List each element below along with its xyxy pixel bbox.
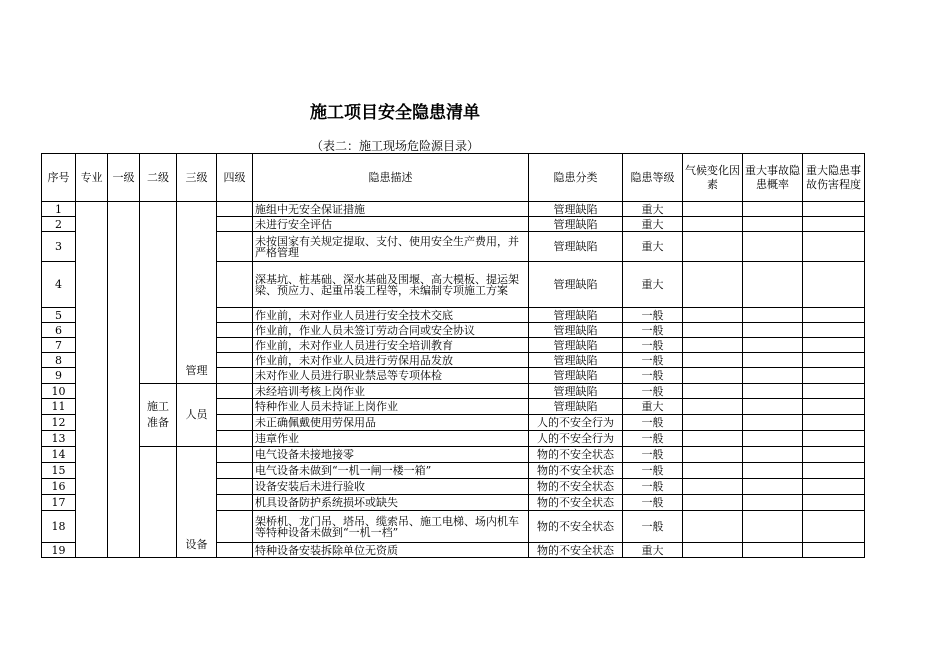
header-probability: 重大事故隐患概率 — [743, 154, 803, 202]
cell-climate — [683, 463, 743, 479]
cell-climate — [683, 543, 743, 558]
cell-description: 设备安装后未进行验收 — [253, 479, 529, 495]
cell-level4 — [217, 399, 253, 415]
cell-climate — [683, 415, 743, 431]
cell-level4 — [217, 384, 253, 399]
cell-probability — [743, 399, 803, 415]
cell-description: 电气设备未做到“一机一闸一楼一箱” — [253, 463, 529, 479]
cell-level3-equipment: 设备 — [177, 447, 217, 558]
cell-category: 管理缺陷 — [529, 323, 623, 338]
cell-description: 未进行安全评估 — [253, 217, 529, 232]
cell-grade: 重大 — [623, 399, 683, 415]
cell-grade: 重大 — [623, 217, 683, 232]
cell-seq: 10 — [42, 384, 76, 399]
cell-probability — [743, 384, 803, 399]
cell-probability — [743, 495, 803, 511]
cell-climate — [683, 353, 743, 368]
page-title: 施工项目安全隐患清单 — [310, 103, 480, 123]
cell-description: 作业前，未对作业人员进行劳保用品发放 — [253, 353, 529, 368]
cell-category: 物的不安全状态 — [529, 463, 623, 479]
cell-severity — [803, 463, 865, 479]
cell-seq: 17 — [42, 495, 76, 511]
cell-grade: 重大 — [623, 202, 683, 217]
cell-description: 未经培训考核上岗作业 — [253, 384, 529, 399]
cell-probability — [743, 368, 803, 384]
cell-probability — [743, 353, 803, 368]
cell-category: 人的不安全行为 — [529, 431, 623, 447]
table-row — [42, 384, 865, 399]
cell-grade: 一般 — [623, 495, 683, 511]
header-major: 专业 — [76, 154, 108, 202]
cell-level4 — [217, 431, 253, 447]
cell-climate — [683, 338, 743, 353]
cell-seq: 6 — [42, 323, 76, 338]
cell-level4 — [217, 368, 253, 384]
cell-climate — [683, 308, 743, 323]
cell-probability — [743, 323, 803, 338]
cell-description: 作业前，未对作业人员进行安全培训教育 — [253, 338, 529, 353]
cell-seq: 18 — [42, 511, 76, 543]
cell-level4 — [217, 353, 253, 368]
cell-seq: 8 — [42, 353, 76, 368]
cell-probability — [743, 463, 803, 479]
cell-level4 — [217, 543, 253, 558]
cell-severity — [803, 479, 865, 495]
cell-severity — [803, 217, 865, 232]
cell-climate — [683, 323, 743, 338]
cell-category: 人的不安全行为 — [529, 415, 623, 431]
cell-level4 — [217, 217, 253, 232]
cell-description: 作业前，作业人员未签订劳动合同或安全协议 — [253, 323, 529, 338]
cell-probability — [743, 308, 803, 323]
cell-probability — [743, 262, 803, 308]
cell-climate — [683, 232, 743, 262]
cell-level4 — [217, 415, 253, 431]
cell-level4 — [217, 495, 253, 511]
cell-level4 — [217, 308, 253, 323]
header-seq: 序号 — [42, 154, 76, 202]
hazard-table — [41, 153, 865, 558]
cell-category: 管理缺陷 — [529, 353, 623, 368]
header-severity: 重大隐患事故伤害程度 — [803, 154, 865, 202]
cell-grade: 一般 — [623, 479, 683, 495]
cell-probability — [743, 511, 803, 543]
cell-severity — [803, 399, 865, 415]
cell-severity — [803, 543, 865, 558]
cell-severity — [803, 338, 865, 353]
cell-category: 管理缺陷 — [529, 368, 623, 384]
cell-climate — [683, 399, 743, 415]
page-subtitle: （表二：施工现场危险源目录） — [310, 139, 479, 153]
cell-level4 — [217, 202, 253, 217]
header-level1: 一级 — [108, 154, 140, 202]
cell-grade: 一般 — [623, 463, 683, 479]
cell-severity — [803, 384, 865, 399]
cell-grade: 一般 — [623, 415, 683, 431]
cell-probability — [743, 202, 803, 217]
cell-grade: 一般 — [623, 368, 683, 384]
cell-severity — [803, 323, 865, 338]
header-level2: 二级 — [140, 154, 177, 202]
cell-severity — [803, 232, 865, 262]
cell-description: 施组中无安全保证措施 — [253, 202, 529, 217]
cell-description: 作业前，未对作业人员进行安全技术交底 — [253, 308, 529, 323]
cell-probability — [743, 447, 803, 463]
cell-grade: 一般 — [623, 431, 683, 447]
header-grade: 隐患等级 — [623, 154, 683, 202]
cell-severity — [803, 262, 865, 308]
cell-grade: 一般 — [623, 323, 683, 338]
cell-level2-construction-prep: 施工准备 — [140, 384, 177, 447]
cell-probability — [743, 338, 803, 353]
table-row — [42, 447, 865, 463]
cell-seq: 3 — [42, 232, 76, 262]
cell-level4 — [217, 262, 253, 308]
cell-grade: 一般 — [623, 308, 683, 323]
cell-category: 物的不安全状态 — [529, 447, 623, 463]
cell-category: 管理缺陷 — [529, 308, 623, 323]
cell-level3-management: 管理 — [177, 202, 217, 384]
cell-description: 特种作业人员未持证上岗作业 — [253, 399, 529, 415]
cell-grade: 重大 — [623, 543, 683, 558]
cell-seq: 16 — [42, 479, 76, 495]
header-row — [42, 154, 865, 202]
cell-description: 未对作业人员进行职业禁忌等专项体检 — [253, 368, 529, 384]
cell-category: 物的不安全状态 — [529, 495, 623, 511]
cell-description: 未按国家有关规定提取、支付、使用安全生产费用，并严格管理 — [253, 232, 529, 262]
cell-seq: 9 — [42, 368, 76, 384]
cell-category: 物的不安全状态 — [529, 479, 623, 495]
cell-level4 — [217, 511, 253, 543]
cell-description: 电气设备未接地接零 — [253, 447, 529, 463]
cell-major — [76, 202, 108, 558]
cell-level2 — [140, 447, 177, 558]
cell-climate — [683, 431, 743, 447]
cell-category: 管理缺陷 — [529, 262, 623, 308]
header-category: 隐患分类 — [529, 154, 623, 202]
cell-severity — [803, 447, 865, 463]
cell-category: 物的不安全状态 — [529, 511, 623, 543]
cell-grade: 一般 — [623, 384, 683, 399]
cell-level4 — [217, 338, 253, 353]
cell-description: 特种设备安装拆除单位无资质 — [253, 543, 529, 558]
header-climate: 气候变化因素 — [683, 154, 743, 202]
cell-grade: 一般 — [623, 353, 683, 368]
cell-category: 管理缺陷 — [529, 217, 623, 232]
cell-category: 物的不安全状态 — [529, 543, 623, 558]
cell-category: 管理缺陷 — [529, 338, 623, 353]
cell-severity — [803, 368, 865, 384]
cell-level4 — [217, 479, 253, 495]
cell-seq: 2 — [42, 217, 76, 232]
cell-seq: 13 — [42, 431, 76, 447]
cell-description: 违章作业 — [253, 431, 529, 447]
cell-severity — [803, 431, 865, 447]
cell-climate — [683, 202, 743, 217]
cell-severity — [803, 353, 865, 368]
cell-seq: 11 — [42, 399, 76, 415]
cell-level4 — [217, 232, 253, 262]
cell-seq: 4 — [42, 262, 76, 308]
cell-climate — [683, 217, 743, 232]
cell-probability — [743, 479, 803, 495]
cell-description: 深基坑、桩基础、深水基础及围堰、高大模板、提运架梁、预应力、起重吊装工程等，未编制专项施工方案 — [253, 262, 529, 308]
cell-category: 管理缺陷 — [529, 202, 623, 217]
cell-description: 架桥机、龙门吊、塔吊、缆索吊、施工电梯、场内机车等特种设备未做到“一机一档” — [253, 511, 529, 543]
cell-probability — [743, 217, 803, 232]
cell-severity — [803, 415, 865, 431]
cell-climate — [683, 262, 743, 308]
cell-seq: 19 — [42, 543, 76, 558]
cell-severity — [803, 308, 865, 323]
cell-grade: 一般 — [623, 511, 683, 543]
cell-level4 — [217, 463, 253, 479]
cell-grade: 重大 — [623, 232, 683, 262]
cell-severity — [803, 495, 865, 511]
cell-grade: 一般 — [623, 447, 683, 463]
cell-description: 未正确佩戴使用劳保用品 — [253, 415, 529, 431]
cell-seq: 15 — [42, 463, 76, 479]
cell-level2 — [140, 202, 177, 384]
header-level4: 四级 — [217, 154, 253, 202]
header-description: 隐患描述 — [253, 154, 529, 202]
cell-level4 — [217, 323, 253, 338]
cell-description: 机具设备防护系统损坏或缺失 — [253, 495, 529, 511]
cell-grade: 重大 — [623, 262, 683, 308]
cell-grade: 一般 — [623, 338, 683, 353]
cell-probability — [743, 415, 803, 431]
cell-probability — [743, 232, 803, 262]
cell-seq: 5 — [42, 308, 76, 323]
header-level3: 三级 — [177, 154, 217, 202]
cell-climate — [683, 384, 743, 399]
cell-seq: 14 — [42, 447, 76, 463]
cell-level4 — [217, 447, 253, 463]
cell-severity — [803, 511, 865, 543]
cell-climate — [683, 368, 743, 384]
cell-category: 管理缺陷 — [529, 232, 623, 262]
cell-category: 管理缺陷 — [529, 384, 623, 399]
cell-category: 管理缺陷 — [529, 399, 623, 415]
cell-probability — [743, 543, 803, 558]
cell-level1 — [108, 202, 140, 558]
cell-climate — [683, 479, 743, 495]
cell-climate — [683, 511, 743, 543]
cell-climate — [683, 447, 743, 463]
table-row — [42, 202, 865, 217]
cell-seq: 1 — [42, 202, 76, 217]
cell-severity — [803, 202, 865, 217]
cell-probability — [743, 431, 803, 447]
cell-level3-personnel: 人员 — [177, 384, 217, 447]
cell-seq: 7 — [42, 338, 76, 353]
cell-climate — [683, 495, 743, 511]
cell-seq: 12 — [42, 415, 76, 431]
